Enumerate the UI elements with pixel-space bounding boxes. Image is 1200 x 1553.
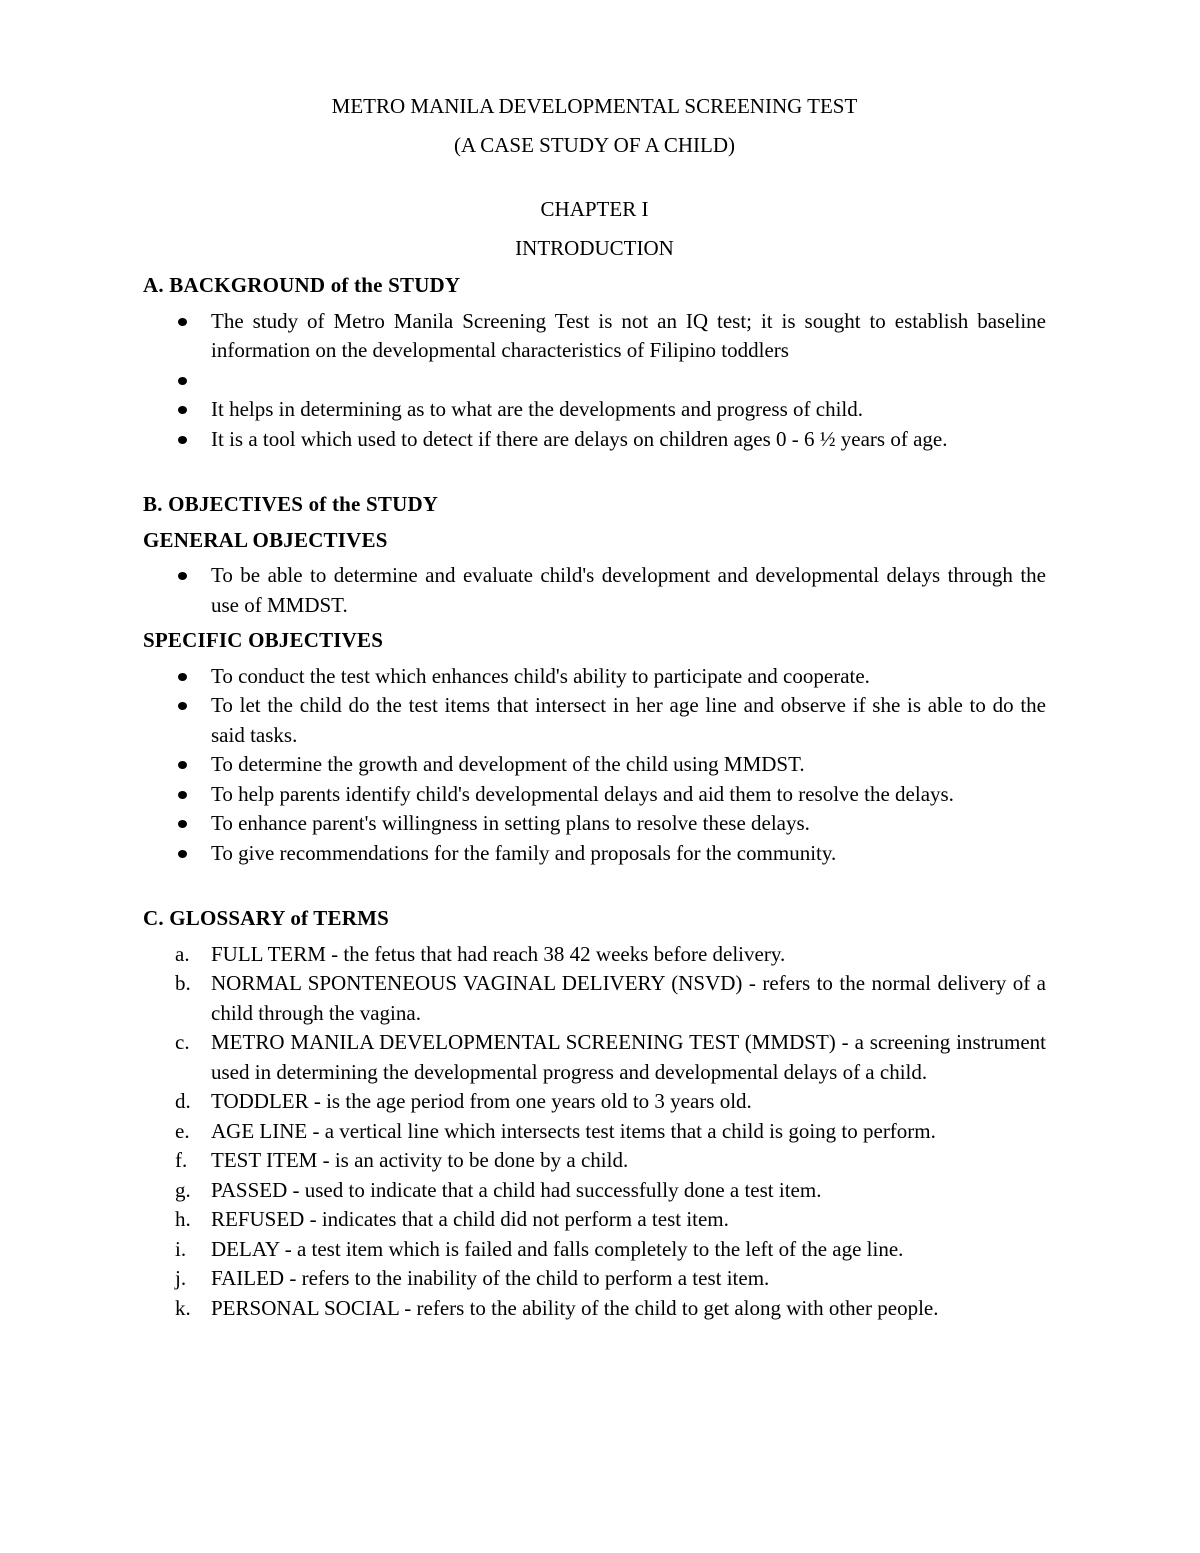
list-item-text: It is a tool which used to detect if there are delays on children ages 0 - 6 ½ years of age. (211, 426, 948, 451)
list-item (143, 662, 1046, 692)
glossary-item (143, 1264, 1046, 1294)
glossary-text: PASSED - used to indicate that a child had successfully done a test item. (211, 1177, 822, 1202)
glossary-item (143, 1176, 1046, 1206)
glossary-text: REFUSED - indicates that a child did not perform a test item. (211, 1207, 729, 1231)
glossary-item (143, 1087, 1046, 1117)
general-objectives-heading: GENERAL OBJECTIVES (143, 527, 388, 552)
list-item (143, 691, 1046, 750)
list-item-text: To help parents identify child's developmental delays and aid them to resolve the delays. (211, 781, 954, 806)
document-subtitle: (A CASE STUDY OF A CHILD) (454, 132, 735, 157)
glossary-text: METRO MANILA DEVELOPMENTAL SCREENING TEST (MMDST) - a screening instrument used in determining the developmental progress and developmental delays of a child. (211, 1030, 1046, 1084)
list-item-text: To conduct the test which enhances child's ability to participate and cooperate. (211, 663, 870, 688)
bullet-dot-icon (178, 791, 187, 799)
glossary-text: PERSONAL SOCIAL - refers to the ability of the child to get along with other people. (211, 1295, 939, 1320)
document-content (143, 92, 1046, 1323)
glossary-text: TODDLER - is the age period from one years old to 3 years old. (211, 1089, 752, 1113)
bullet-dot-icon (178, 673, 187, 681)
list-item (143, 366, 1046, 396)
specific-objectives-list (143, 662, 1046, 869)
glossary-item (143, 1235, 1046, 1265)
list-item (143, 425, 1046, 455)
chapter-number: CHAPTER I (540, 197, 649, 221)
list-item-text: To let the child do the test items that intersect in her age line and observe if she is able to do the said tasks. (211, 693, 1046, 747)
background-bullet-list (143, 307, 1046, 455)
bullet-dot-icon (178, 436, 187, 444)
section-b-heading: B. OBJECTIVES of the STUDY (143, 492, 439, 516)
glossary-letter: k. (175, 1295, 191, 1320)
glossary-text: FAILED - refers to the inability of the child to perform a test item. (211, 1266, 770, 1290)
glossary-letter: j. (175, 1266, 187, 1290)
glossary-item (143, 1146, 1046, 1176)
glossary-item (143, 940, 1046, 970)
glossary-item (143, 1205, 1046, 1235)
list-item (143, 780, 1046, 810)
glossary-letter: c. (175, 1030, 190, 1054)
section-a-heading: A. BACKGROUND of the STUDY (143, 273, 461, 297)
glossary-letter: h. (175, 1207, 191, 1231)
specific-objectives-heading: SPECIFIC OBJECTIVES (143, 628, 384, 652)
bullet-dot-icon (178, 850, 187, 858)
bullet-dot-icon (178, 820, 187, 828)
glossary-text: TEST ITEM - is an activity to be done by a child. (211, 1148, 629, 1172)
glossary-text: DELAY - a test item which is failed and falls completely to the left of the age line. (211, 1236, 904, 1261)
document-title: METRO MANILA DEVELOPMENTAL SCREENING TEST (331, 94, 858, 118)
glossary-letter: b. (175, 971, 191, 995)
bullet-dot-icon (178, 572, 187, 580)
list-item (143, 809, 1046, 839)
glossary-text: AGE LINE - a vertical line which intersects test items that a child is going to perform. (211, 1118, 936, 1143)
bullet-dot-icon (178, 702, 187, 710)
bullet-dot-icon (178, 761, 187, 769)
list-item (143, 839, 1046, 869)
glossary-item (143, 1294, 1046, 1324)
list-item-text: To enhance parent's willingness in setting plans to resolve these delays. (211, 811, 810, 835)
glossary-item (143, 1117, 1046, 1147)
list-item-text: It helps in determining as to what are the developments and progress of child. (211, 397, 863, 421)
section-c-heading: C. GLOSSARY of TERMS (143, 906, 389, 930)
list-item-text: To be able to determine and evaluate child's development and developmental delays through the use of MMDST. (211, 563, 1046, 617)
glossary-item (143, 1028, 1046, 1087)
glossary-letter: d. (175, 1089, 191, 1113)
list-item-text: The study of Metro Manila Screening Test is not an IQ test; it is sought to establish baseline information on the developmental characteristics of Filipino toddlers (211, 308, 1046, 362)
list-item-text: To determine the growth and development of the child using MMDST. (211, 752, 805, 776)
general-objectives-list (143, 561, 1046, 620)
bullet-dot-icon (178, 377, 187, 385)
list-item (143, 750, 1046, 780)
list-item (143, 395, 1046, 425)
glossary-letter: e. (175, 1118, 190, 1143)
list-item-text: To give recommendations for the family and proposals for the community. (211, 840, 837, 865)
bullet-dot-icon (178, 318, 187, 326)
list-item (143, 307, 1046, 366)
glossary-letter: g. (175, 1177, 191, 1202)
glossary-letter: a. (175, 941, 190, 966)
glossary-list (143, 940, 1046, 1324)
glossary-letter: i. (175, 1236, 187, 1261)
glossary-item (143, 969, 1046, 1028)
list-item (143, 561, 1046, 620)
glossary-letter: f. (175, 1148, 188, 1172)
chapter-title: INTRODUCTION (515, 235, 674, 260)
glossary-text: NORMAL SPONTENEOUS VAGINAL DELIVERY (NSVD) - refers to the normal delivery of a child through the vagina. (211, 971, 1046, 1025)
bullet-dot-icon (178, 406, 187, 414)
glossary-text: FULL TERM - the fetus that had reach 38 42 weeks before delivery. (211, 941, 786, 966)
